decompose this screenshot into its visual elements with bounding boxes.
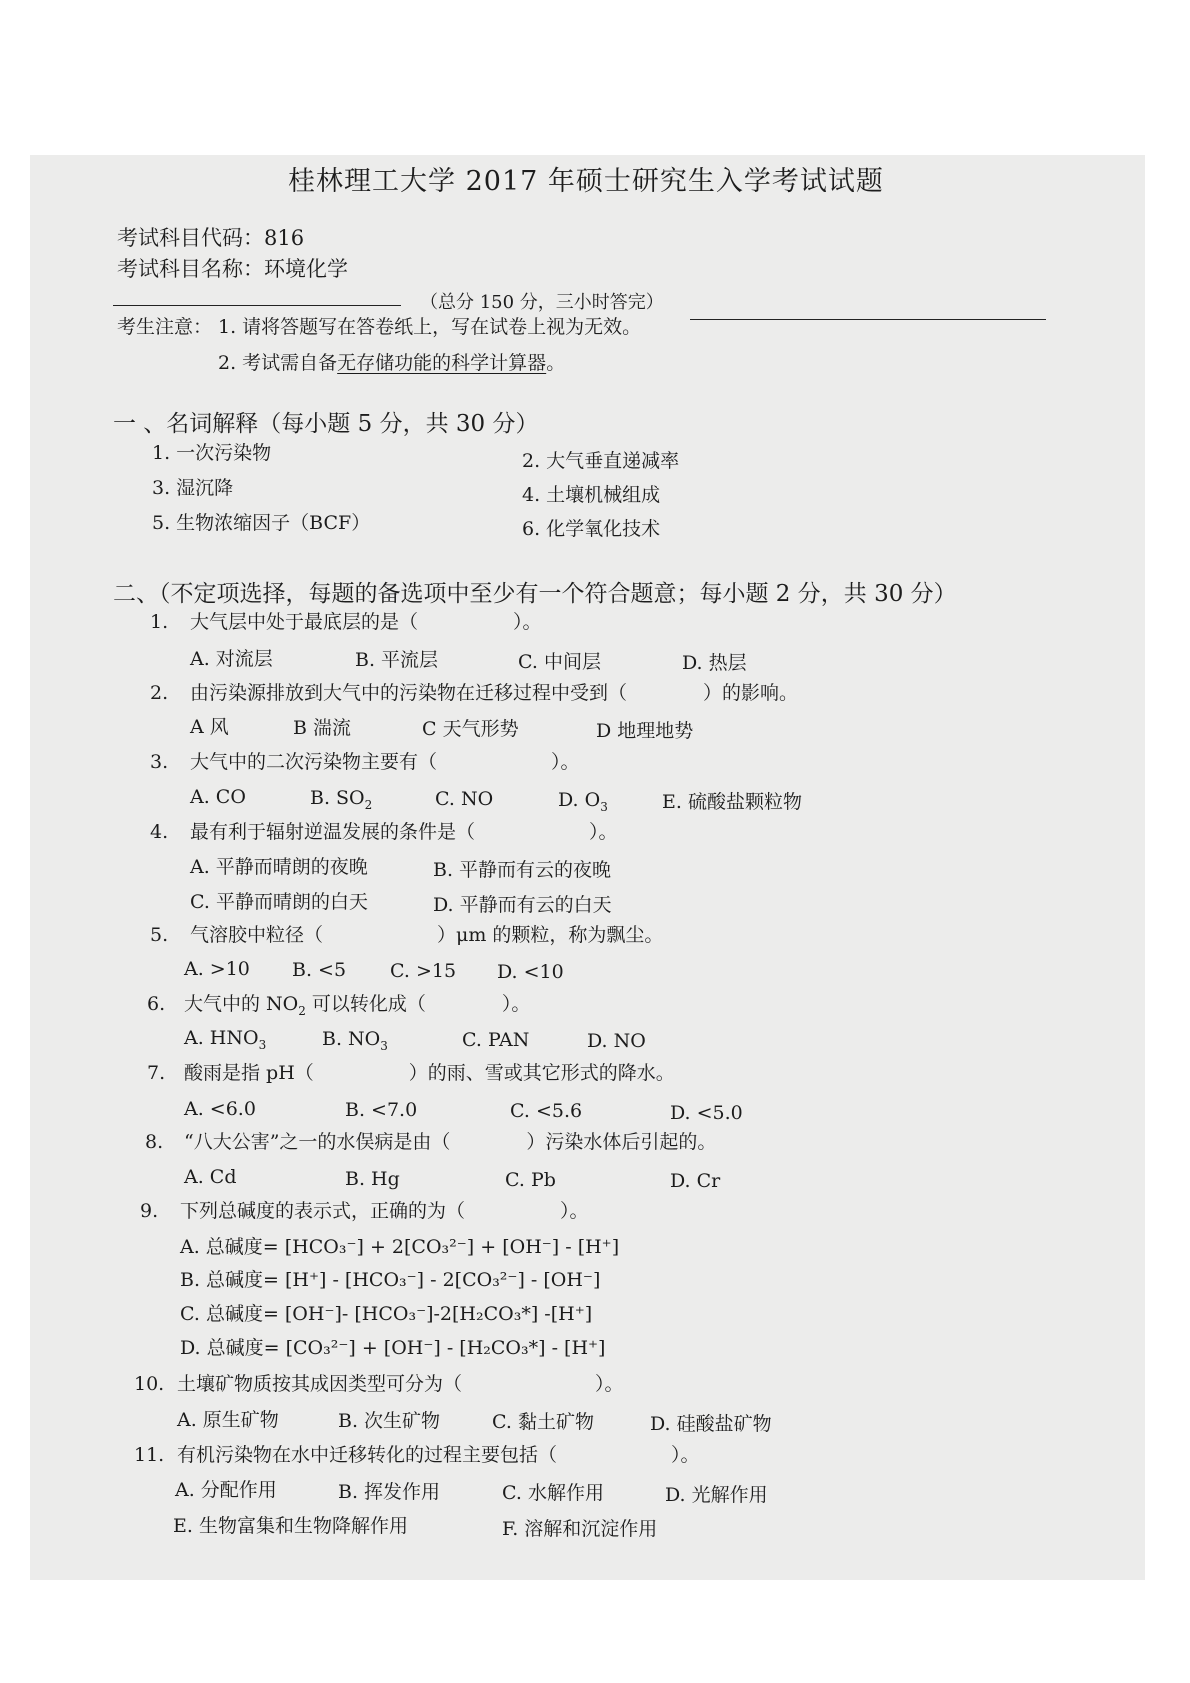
q8-option-c: C. Pb: [505, 1169, 556, 1191]
q7-number: 7.: [147, 1062, 166, 1084]
q11-option-c: C. 水解作用: [502, 1482, 604, 1504]
q1-option-a: A. 对流层: [190, 648, 273, 670]
q5-option-c: C. >15: [390, 960, 457, 982]
q10-option-a: A. 原生矿物: [177, 1409, 279, 1431]
q5-number: 5.: [150, 924, 169, 946]
term-6: 6. 化学氧化技术: [522, 518, 661, 540]
q1-option-b: B. 平流层: [355, 649, 439, 671]
header-rule-left: [113, 305, 401, 306]
q8-option-a: A. Cd: [184, 1166, 237, 1188]
term-1: 1. 一次污染物: [152, 442, 272, 464]
q8-option-d: D. Cr: [670, 1170, 721, 1192]
q2-option-d: D 地理地势: [596, 720, 694, 742]
term-4: 4. 土壤机械组成: [522, 484, 661, 506]
q6-option-d: D. NO: [587, 1030, 646, 1052]
q11-stem: 有机污染物在水中迁移转化的过程主要包括（ ）。: [177, 1444, 700, 1466]
q10-option-c: C. 黏土矿物: [492, 1411, 594, 1433]
q10-stem: 土壤矿物质按其成因类型可分为（ ）。: [177, 1373, 624, 1395]
q3-option-d: D. $O_3$: [558, 789, 608, 814]
q5-option-a: A. >10: [184, 958, 250, 980]
q9-option-d: D. 总碱度= [CO₃²⁻] + [OH⁻] - [H₂CO₃*] - [H⁺]: [180, 1337, 606, 1359]
subject-code: 考试科目代码：816: [117, 226, 305, 250]
q3-number: 3.: [150, 751, 169, 773]
q2-option-b: B 湍流: [293, 717, 352, 739]
q10-number: 10.: [134, 1373, 165, 1395]
q6-option-a: A. $HNO_3$: [184, 1027, 267, 1052]
q2-number: 2.: [150, 682, 169, 704]
q1-stem: 大气层中处于最底层的是（ ）。: [190, 611, 542, 633]
q1-option-d: D. 热层: [682, 652, 747, 674]
q11-option-a: A. 分配作用: [175, 1479, 277, 1501]
q6-stem: 大气中的 $NO_2$ 可以转化成（ ）。: [184, 993, 531, 1018]
q4-option-c: C. 平静而晴朗的白天: [190, 891, 368, 913]
subject-name: 考试科目名称：环境化学: [117, 257, 348, 281]
q11-option-b: B. 挥发作用: [338, 1481, 441, 1503]
notice-item-2: 2. 考试需自备无存储功能的科学计算器。: [218, 352, 566, 374]
q2-option-c: C 天气形势: [422, 718, 519, 740]
header-rule-right: [690, 319, 1046, 320]
q4-option-d: D. 平静而有云的白天: [433, 894, 612, 916]
q9-stem: 下列总碱度的表示式，正确的为（ ）。: [180, 1200, 589, 1222]
score-note: （总分 150 分，三小时答完）: [420, 292, 664, 313]
q3-option-c: C. NO: [435, 788, 494, 810]
notice-item-1: 1. 请将答题写在答卷纸上，写在试卷上视为无效。: [218, 316, 642, 338]
q7-option-c: C. <5.6: [510, 1100, 583, 1122]
q7-option-a: A. <6.0: [184, 1098, 256, 1120]
term-5: 5. 生物浓缩因子（BCF）: [152, 512, 371, 534]
exam-title: 桂林理工大学 2017 年硕士研究生入学考试试题: [288, 166, 884, 197]
q8-stem: “八大公害”之一的水俣病是由（ ）污染水体后引起的。: [184, 1131, 717, 1153]
q2-option-a: A 风: [190, 716, 229, 738]
q9-option-b: B. 总碱度= [H⁺] - [HCO₃⁻] - 2[CO₃²⁻] - [OH⁻]: [180, 1269, 601, 1291]
q9-option-a: A. 总碱度= [HCO₃⁻] + 2[CO₃²⁻] + [OH⁻] - [H⁺]: [180, 1236, 620, 1258]
q1-number: 1.: [150, 611, 169, 633]
notice-label: 考生注意：: [117, 316, 213, 338]
q7-option-d: D. <5.0: [670, 1102, 743, 1124]
q4-stem: 最有利于辐射逆温发展的条件是（ ）。: [190, 821, 618, 843]
section-1-heading: 一 、名词解释（每小题 5 分，共 30 分）: [113, 411, 539, 437]
q6-option-b: B. $NO_3$: [322, 1028, 388, 1053]
q11-option-d: D. 光解作用: [665, 1484, 768, 1506]
q10-option-b: B. 次生矿物: [338, 1410, 441, 1432]
q5-stem: 气溶胶中粒径（ ）μm 的颗粒，称为飘尘。: [190, 924, 664, 946]
q5-option-b: B. <5: [292, 959, 347, 981]
q8-number: 8.: [145, 1131, 164, 1153]
term-2: 2. 大气垂直递减率: [522, 450, 680, 472]
q4-option-a: A. 平静而晴朗的夜晚: [190, 856, 368, 878]
q4-option-b: B. 平静而有云的夜晚: [433, 859, 612, 881]
q11-option-e: E. 生物富集和生物降解作用: [173, 1515, 408, 1537]
q3-stem: 大气中的二次污染物主要有（ ）。: [190, 751, 580, 773]
q9-option-c: C. 总碱度= [OH⁻]- [HCO₃⁻]-2[H₂CO₃*] -[H⁺]: [180, 1303, 593, 1325]
q4-number: 4.: [150, 821, 169, 843]
q3-option-b: B. $SO_2$: [310, 787, 373, 812]
term-3: 3. 湿沉降: [152, 477, 234, 499]
q7-option-b: B. <7.0: [345, 1099, 418, 1121]
q8-option-b: B. Hg: [345, 1168, 400, 1190]
section-2-heading: 二、（不定项选择，每题的备选项中至少有一个符合题意；每小题 2 分，共 30 分）: [113, 581, 957, 607]
q6-option-c: C. PAN: [462, 1029, 530, 1051]
q3-option-e: E. 硫酸盐颗粒物: [662, 791, 802, 813]
q11-option-f: F. 溶解和沉淀作用: [502, 1518, 658, 1540]
q5-option-d: D. <10: [497, 961, 564, 983]
q2-stem: 由污染源排放到大气中的污染物在迁移过程中受到（ ）的影响。: [190, 682, 799, 704]
q7-stem: 酸雨是指 pH（ ）的雨、雪或其它形式的降水。: [184, 1062, 675, 1084]
q11-number: 11.: [134, 1444, 165, 1466]
q10-option-d: D. 硅酸盐矿物: [650, 1413, 772, 1435]
q3-option-a: A. CO: [190, 786, 246, 808]
q6-number: 6.: [147, 993, 166, 1015]
q1-option-c: C. 中间层: [518, 651, 601, 673]
q9-number: 9.: [140, 1200, 159, 1222]
